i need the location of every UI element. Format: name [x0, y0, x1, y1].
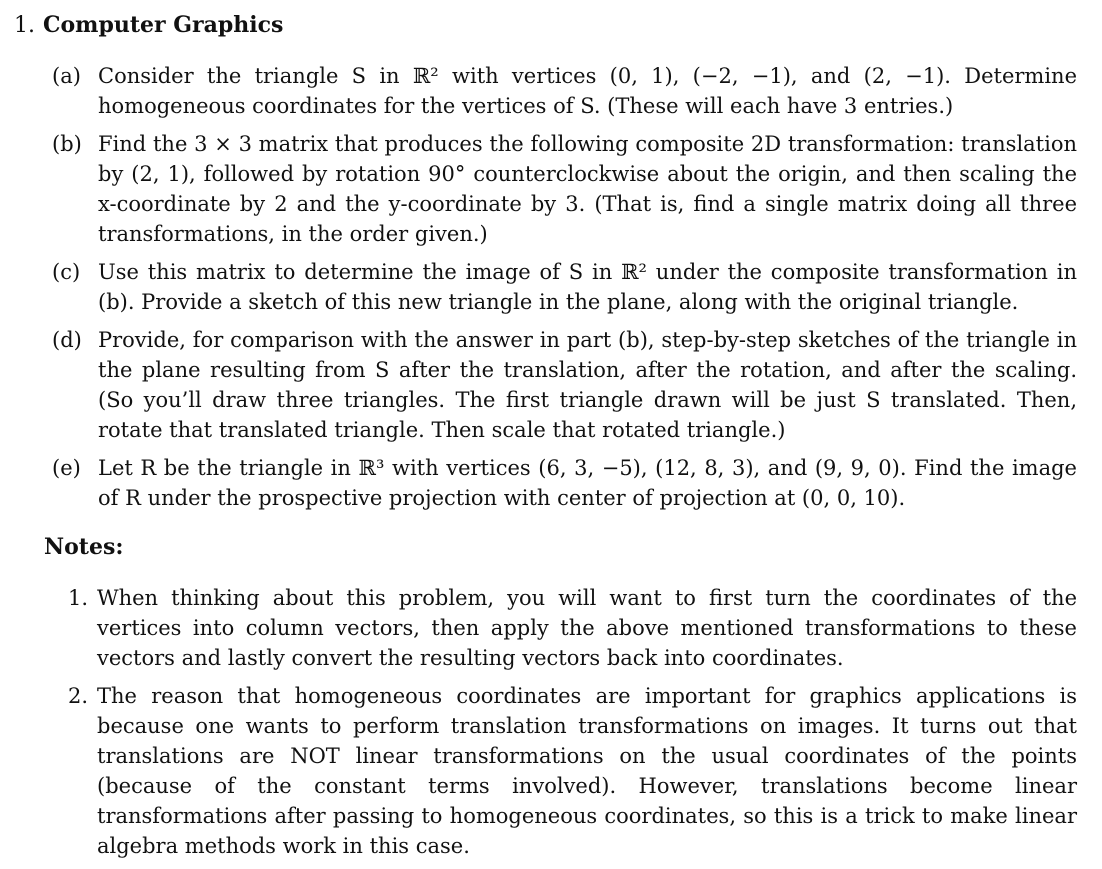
part-label: (e)	[52, 456, 81, 480]
problem-part-a	[52, 61, 1077, 121]
part-label: (d)	[52, 328, 82, 352]
notes-heading: Notes:	[44, 534, 124, 560]
problem-part-e	[52, 453, 1077, 513]
problem-part-b	[52, 129, 1077, 249]
note-text: The reason that homogeneous coordinates are important for graphics applications is because one wants to perform translation transformations on images. It turns out that translations are NOT linear transformations on the usual coordinates of the points (because of the constant terms involved). However, translations become linear transformations after passing to homogeneous coordinates, so this is a trick to make linear algebra methods work in this case.	[97, 684, 1077, 858]
problem-part-c	[52, 257, 1077, 317]
problem-number: 1.	[14, 13, 35, 38]
problem-parts-list	[52, 61, 1077, 521]
part-text: Consider the triangle S in ℝ² with vertices (0, 1), (−2, −1), and (2, −1). Determine homogeneous coordinates for the vertices of S. (These will each have 3 entries.)	[98, 64, 1077, 118]
problem-part-d	[52, 325, 1077, 445]
note-label: 1.	[68, 586, 89, 610]
part-text: Use this matrix to determine the image of S in ℝ² under the composite transformation in (b). Provide a sketch of this new triangle in the plane, along with the original triangle.	[98, 260, 1077, 314]
part-text: Provide, for comparison with the answer in part (b), step-by-step sketches of the triangle in the plane resulting from S after the translation, after the rotation, and after the scaling. (So you’ll draw three triangles. The first triangle drawn will be just S translated. Then, rotate that translated triangle. Then scale that rotated triangle.)	[98, 328, 1077, 442]
note-text: When thinking about this problem, you will want to first turn the coordinates of the vertices into column vectors, then apply the above mentioned transformations to these vectors and lastly convert the resulting vectors back into coordinates.	[97, 586, 1077, 670]
part-label: (a)	[52, 64, 81, 88]
part-text: Let R be the triangle in ℝ³ with vertices (6, 3, −5), (12, 8, 3), and (9, 9, 0). Find the image of R under the prospective projection with center of projection at (0, 0, 10).	[98, 456, 1077, 510]
note-item-1	[68, 583, 1077, 673]
part-text: Find the 3 × 3 matrix that produces the following composite 2D transformation: translation by (2, 1), followed by rotation 90° counterclockwise about the origin, and then scaling the x-coordinate by 2 and the y-coordinate by 3. (That is, find a single matrix doing all three transformations, in the order given.)	[98, 132, 1077, 246]
note-item-2	[68, 681, 1077, 861]
part-label: (b)	[52, 132, 82, 156]
problem-title: Computer Graphics	[43, 12, 284, 38]
part-label: (c)	[52, 260, 81, 284]
problem-heading	[14, 10, 283, 41]
notes-list	[68, 583, 1077, 869]
note-label: 2.	[68, 684, 89, 708]
